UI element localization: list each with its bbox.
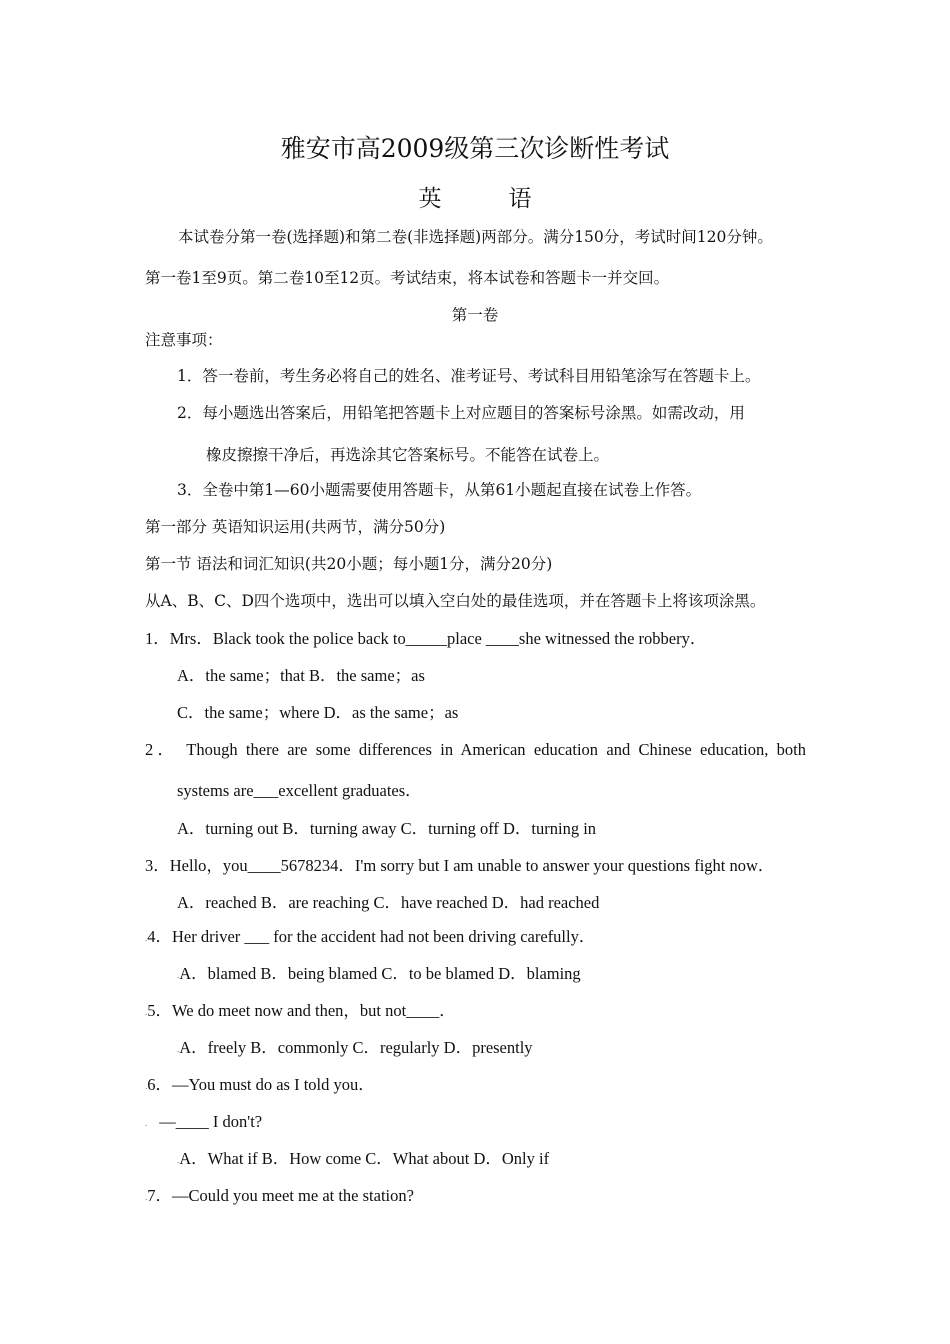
question-6-reply-text: —____ I don't? <box>159 1112 263 1131</box>
question-5-text: 5．We do meet now and then，but not____． <box>147 1001 456 1020</box>
question-5-options-text: A．freely B．commonly C．regularly D．presently <box>179 1038 533 1057</box>
question-1-options-ab: A．the same；that B．the same；as <box>177 666 425 685</box>
paragraph-mark: . <box>145 1007 148 1018</box>
question-2: 2． Though there are some differences in American education and Chinese education, both <box>145 740 806 759</box>
question-3: 3．Hello，you____5678234．I'm sorry but I am unable to answer your questions fight now． <box>145 856 775 875</box>
question-5 <box>145 1001 456 1022</box>
question-6 <box>145 1075 375 1096</box>
question-5-options <box>177 1038 533 1059</box>
paragraph-mark: . <box>177 970 180 981</box>
question-4-options-text: A．blamed B．being blamed C．to be blamed D．blaming <box>179 964 581 983</box>
note-item-2: 2．每小题选出答案后，用铅笔把答题卡上对应题目的答案标号涂黑。如需改动，用 <box>177 404 745 422</box>
question-1: 1．Mrs．Black took the police back to_____place ____she witnessed the robbery． <box>145 629 707 648</box>
paragraph-mark: . <box>177 1044 180 1055</box>
part-heading: 第一部分 英语知识运用(共两节，满分50分) <box>145 518 446 536</box>
intro-line-2: 第一卷1至9页。第二卷10至12页。考试结束，将本试卷和答题卡一并交回。 <box>145 269 670 287</box>
paragraph-mark: . <box>177 1155 180 1166</box>
question-3-options: A．reached B．are reaching C．have reached D．had reached <box>177 893 600 912</box>
paragraph-mark: . <box>145 933 148 944</box>
question-1-options-cd: C．the same；where D．as the same；as <box>177 703 459 722</box>
notes-heading: 注意事项： <box>145 331 223 349</box>
subject-title: 英 语 <box>418 186 554 212</box>
note-item-2-continued: 橡皮擦擦干净后，再选涂其它答案标号。不能答在试卷上。 <box>206 446 610 464</box>
note-item-3: 3．全卷中第1—60小题需要使用答题卡，从第61小题起直接在试卷上作答。 <box>177 481 702 499</box>
exam-title: 雅安市高2009级第三次诊断性考试 <box>280 134 670 163</box>
section-heading: 第一节 语法和词汇知识(共20小题；每小题1分，满分20分) <box>145 555 553 573</box>
intro-line-1: 本试卷分第一卷(选择题)和第二卷(非选择题)两部分。满分150分，考试时间120分钟。 <box>178 228 773 246</box>
question-6-reply <box>145 1112 262 1133</box>
paragraph-mark: . <box>145 1192 148 1203</box>
question-7-text: 7．—Could you meet me at the station? <box>147 1186 414 1205</box>
question-2-options: A．turning out B．turning away C．turning off D．turning in <box>177 819 597 838</box>
question-6-options-text: A．What if B．How come C．What about D．Only if <box>179 1149 550 1168</box>
question-4 <box>145 927 595 948</box>
volume-heading: 第一卷 <box>451 306 499 324</box>
question-6-text: 6．—You must do as I told you． <box>147 1075 375 1094</box>
question-4-options <box>177 964 581 985</box>
question-2-continued: systems are___excellent graduates． <box>177 781 422 800</box>
question-4-text: 4．Her driver ___ for the accident had not been driving carefully． <box>147 927 596 946</box>
question-7 <box>145 1186 414 1207</box>
paragraph-mark: . <box>145 1081 148 1092</box>
section-instruction: 从A、B、C、D四个选项中，选出可以填入空白处的最佳选项，并在答题卡上将该项涂黑。 <box>145 592 766 610</box>
question-6-options <box>177 1149 549 1170</box>
note-item-1: 1．答一卷前，考生务必将自己的姓名、准考证号、考试科目用铅笔涂写在答题卡上。 <box>177 367 761 385</box>
paragraph-mark: . <box>145 1118 148 1129</box>
